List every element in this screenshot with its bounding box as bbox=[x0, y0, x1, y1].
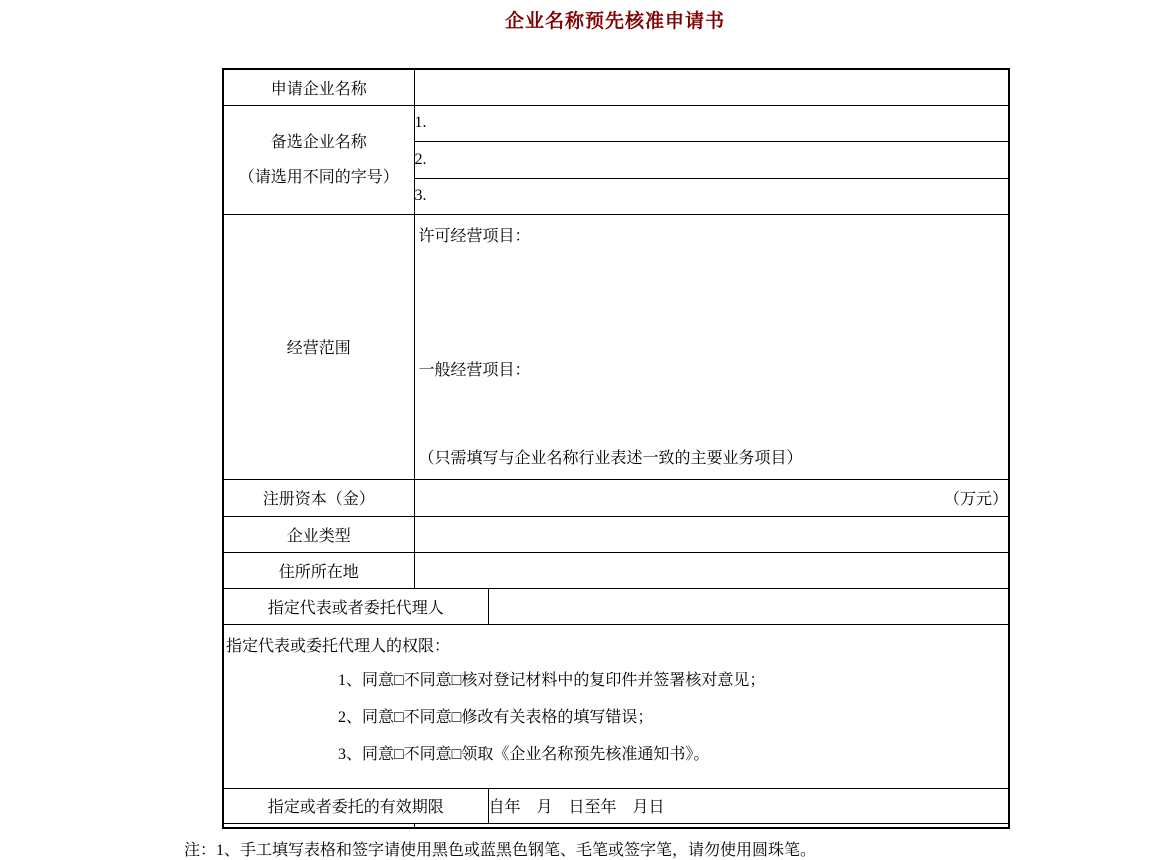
table-row-enterprise-type bbox=[223, 516, 1009, 552]
table-row-representative bbox=[223, 588, 1009, 624]
business-scope-note: （只需填写与企业名称行业表述一致的主要业务项目） bbox=[418, 449, 803, 467]
table-row-applied-name bbox=[223, 69, 1009, 105]
table-row-authority bbox=[223, 624, 1009, 788]
table-row-validity bbox=[223, 788, 1009, 823]
authority-title: 指定代表或委托代理人的权限： bbox=[226, 637, 451, 655]
business-scope-field[interactable] bbox=[414, 214, 1009, 479]
page-title: 企业名称预先核准申请书 bbox=[504, 11, 725, 32]
footnote: 注：1、手工填写表格和签字请使用黑色或蓝黑色钢笔、毛笔或签字笔，请勿使用圆珠笔。 bbox=[184, 842, 817, 859]
alternative-names-label-line2: （请选用不同的字号） bbox=[238, 168, 399, 186]
validity-label: 指定或者委托的有效期限 bbox=[223, 788, 488, 823]
alternative-names-label bbox=[223, 105, 414, 214]
registered-capital-label: 注册资本（金） bbox=[223, 479, 414, 516]
enterprise-type-label: 企业类型 bbox=[223, 516, 414, 552]
alt-name-field-1[interactable]: 1. bbox=[414, 105, 1009, 141]
application-form-table bbox=[222, 68, 1010, 829]
authority-item-2[interactable]: 2、同意□不同意□修改有关表格的填写错误； bbox=[338, 708, 654, 726]
authority-section bbox=[223, 624, 1009, 788]
clipped-cell-value bbox=[414, 823, 1009, 828]
alternative-names-label-line1: 备选企业名称 bbox=[270, 133, 367, 151]
authority-item-3[interactable]: 3、同意□不同意□领取《企业名称预先核准通知书》。 bbox=[338, 745, 710, 763]
clipped-cell-label bbox=[223, 823, 414, 828]
table-row-business-scope bbox=[223, 214, 1009, 479]
domicile-field[interactable] bbox=[414, 552, 1009, 588]
representative-label: 指定代表或者委托代理人 bbox=[223, 588, 488, 624]
validity-field[interactable]: 自年 月 日至年 月日 bbox=[488, 788, 1009, 823]
table-row-registered-capital bbox=[223, 479, 1009, 516]
applied-name-label: 申请企业名称 bbox=[223, 69, 414, 105]
table-row-alt-name-1 bbox=[223, 105, 1009, 141]
representative-field[interactable] bbox=[488, 588, 1009, 624]
business-scope-label: 经营范围 bbox=[223, 214, 414, 479]
authority-item-1[interactable]: 1、同意□不同意□核对登记材料中的复印件并签署核对意见； bbox=[338, 671, 766, 689]
table-row-clipped bbox=[223, 823, 1009, 828]
alt-name-field-3[interactable]: 3. bbox=[414, 178, 1009, 214]
capital-unit-label: （万元） bbox=[943, 491, 1008, 508]
enterprise-type-field[interactable] bbox=[414, 516, 1009, 552]
applied-name-field[interactable] bbox=[414, 69, 1009, 105]
licensed-items-label: 许可经营项目： bbox=[418, 227, 531, 245]
general-items-label: 一般经营项目： bbox=[418, 361, 531, 379]
alt-name-field-2[interactable]: 2. bbox=[414, 141, 1009, 178]
registered-capital-field[interactable] bbox=[414, 479, 1009, 516]
domicile-label: 住所所在地 bbox=[223, 552, 414, 588]
table-row-domicile bbox=[223, 552, 1009, 588]
